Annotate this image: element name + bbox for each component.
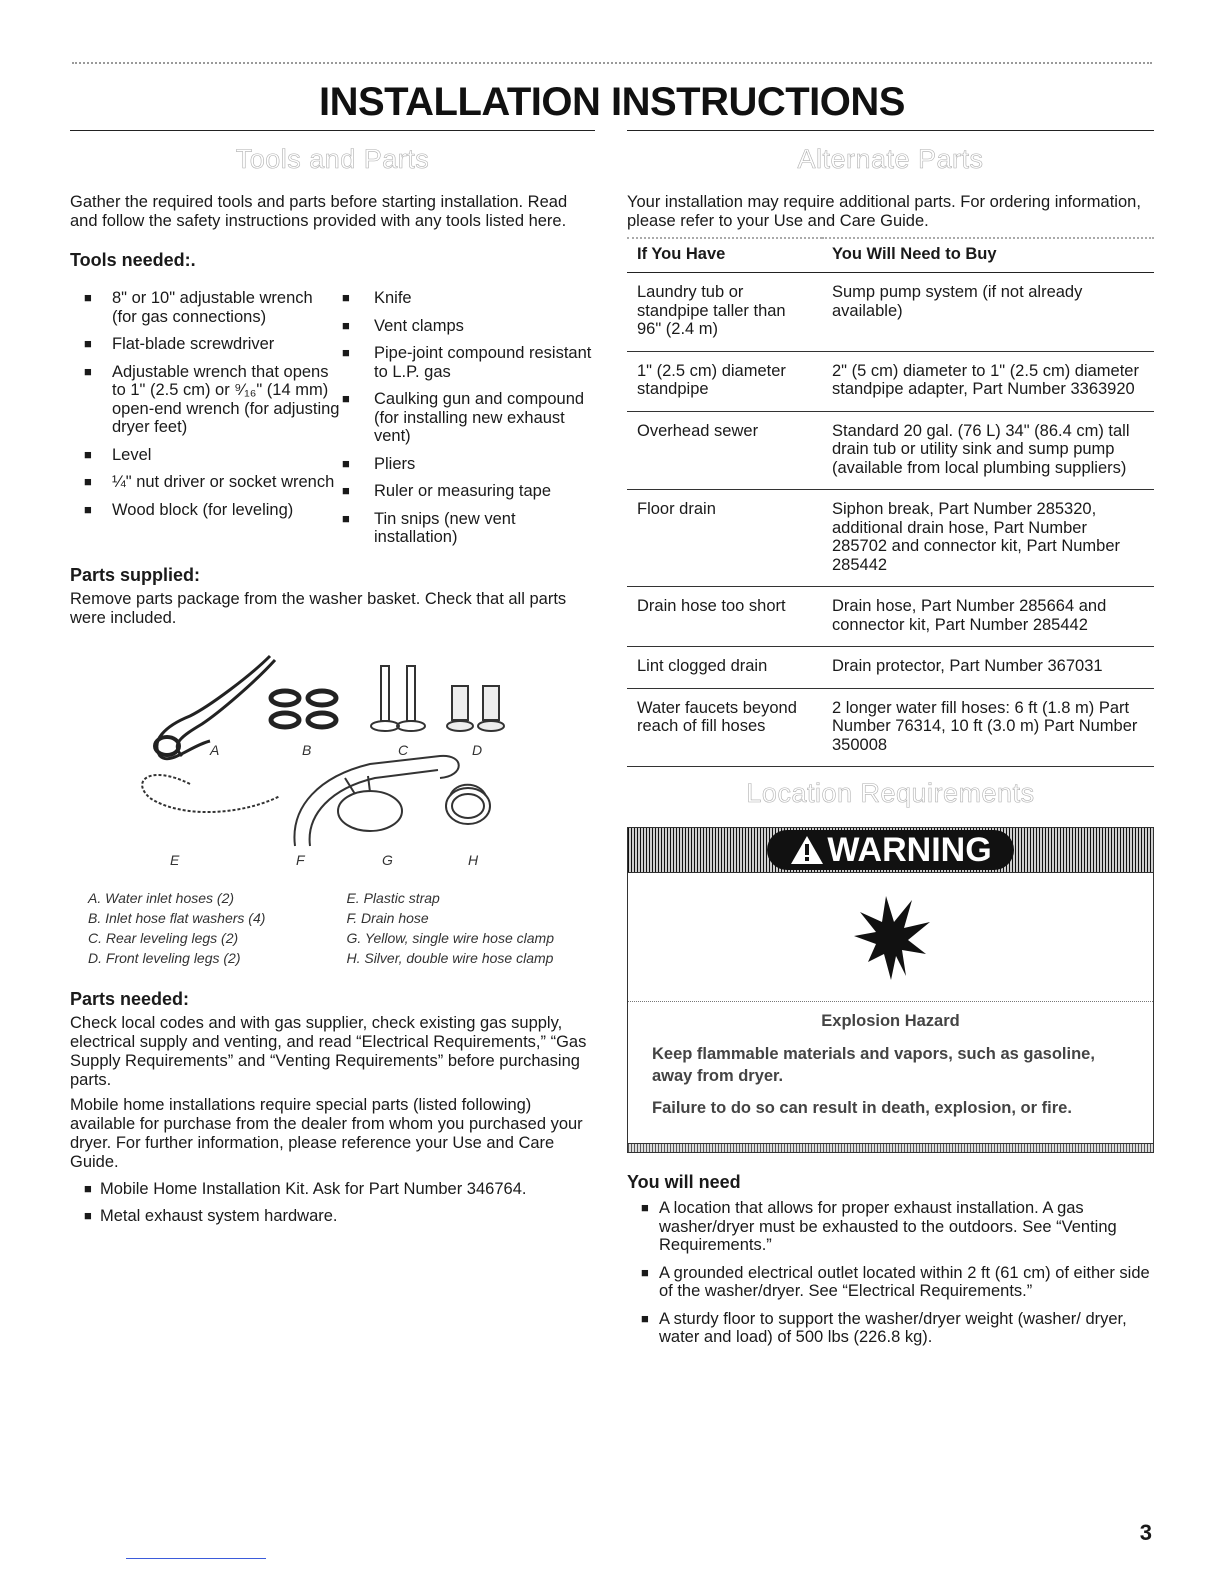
parts-needed-paragraph-2: Mobile home installations require special parts (listed following) available for purchase from the dealer from whom you purchased your dryer. For further information, please reference your Use and Care Guide. (70, 1095, 583, 1171)
table-row (627, 688, 1154, 767)
table-cell: Lint clogged drain (627, 647, 822, 689)
alternate-parts-table (627, 237, 1154, 767)
list-item: ■ Mobile Home Installation Kit. Ask for Part Number 346764. (70, 1180, 595, 1199)
table-cell: 2 longer water fill hoses: 6 ft (1.8 m) Part Number 76314, 10 ft (3.0 m) Part Number 350008 (822, 688, 1154, 767)
warning-triangle-icon (789, 834, 825, 866)
you-will-need-heading: You will need (627, 1172, 741, 1192)
parts-needed-paragraph-1: Check local codes and with gas supplier, check existing gas supply, electrical supply and venting, and read “Electrical Requirements,” “Gas Supply Requirements” and “Venting Requirements” before purchasing parts. (70, 1013, 587, 1089)
top-dotted-rule (72, 62, 1152, 64)
hazard-title: Explosion Hazard (821, 1012, 960, 1030)
list-item: ■ Metal exhaust system hardware. (70, 1207, 595, 1226)
parts-drawing (70, 646, 595, 884)
tools-list (70, 289, 595, 556)
list-item: ■ Level (70, 446, 340, 465)
figure-letter: E (170, 851, 180, 868)
warning-label: WARNING (827, 831, 992, 869)
parts-supplied-heading: Parts supplied: (70, 564, 201, 585)
footer-rule (126, 1558, 266, 1559)
list-item: ■ Vent clamps (340, 317, 595, 336)
warning-footer-bar (628, 1143, 1153, 1152)
table-cell: 1" (2.5 cm) diameter standpipe (627, 351, 822, 411)
parts-supplied-text: Remove parts package from the washer basket. Check that all parts were included. (70, 589, 567, 627)
figure-letter: F (296, 851, 305, 868)
flat-washers-drawing (271, 691, 336, 727)
left-column (70, 130, 595, 1235)
table-header: You Will Need to Buy (822, 238, 1154, 273)
legend-item: H. Silver, double wire hose clamp (346, 949, 554, 966)
front-leveling-legs-drawing (447, 686, 504, 731)
list-item: ■ Wood block (for leveling) (70, 501, 340, 520)
tools-and-parts-heading: Tools and Parts (235, 144, 430, 174)
figure-letter: A (210, 741, 220, 758)
rear-leveling-legs-drawing (371, 666, 425, 731)
alternate-parts-heading: Alternate Parts (797, 144, 984, 174)
table-row (627, 490, 1154, 587)
table-row (627, 647, 1154, 689)
tools-needed-heading: Tools needed:. (70, 250, 196, 270)
list-item: ■ Flat-blade screwdriver (70, 335, 340, 354)
explosion-icon (846, 892, 936, 982)
parts-needed-heading: Parts needed: (70, 988, 190, 1009)
legend-item: D. Front leveling legs (2) (88, 949, 241, 966)
list-item: ■ Tin snips (new vent installation) (340, 510, 595, 547)
figure-letter: G (382, 851, 393, 868)
figure-letter: C (398, 741, 409, 758)
list-item: ■ A location that allows for proper exhaust installation. A gas washer/dryer must be exhausted to the outdoors. See “Venting Requirements.” (627, 1199, 1154, 1255)
list-item: ■ Adjustable wrench that opens to 1" (2.5 cm) or ⁹⁄₁₆" (14 mm) open-end wrench (for adjusting dryer feet) (70, 363, 340, 437)
page-number: 3 (1139, 1520, 1152, 1545)
legend-item: F. Drain hose (346, 909, 429, 926)
table-cell: Sump pump system (if not already available) (822, 273, 1154, 352)
warning-box (627, 827, 1154, 1153)
table-cell: Drain hose too short (627, 587, 822, 647)
table-cell: Water faucets beyond reach of fill hoses (627, 688, 822, 767)
list-item: ■ Pliers (340, 455, 595, 474)
tools-list-col1 (70, 289, 340, 556)
table-row (627, 411, 1154, 490)
legend-item: A. Water inlet hoses (2) (88, 889, 235, 906)
right-column (627, 130, 1154, 1356)
table-row (627, 351, 1154, 411)
list-item: ■ Caulking gun and compound (for installing new exhaust vent) (340, 390, 595, 446)
plastic-strap-drawing (142, 774, 280, 811)
legend-item: E. Plastic strap (346, 889, 440, 906)
list-item: ■ Pipe-joint compound resistant to L.P. gas (340, 344, 595, 381)
list-item: ■ ¼" nut driver or socket wrench (70, 473, 340, 492)
table-header-row (627, 238, 1154, 273)
table-header: If You Have (627, 238, 822, 273)
list-item: ■ Knife (340, 289, 595, 308)
legend-item: G. Yellow, single wire hose clamp (346, 929, 554, 946)
list-item: ■ A grounded electrical outlet located within 2 ft (61 cm) of either side of the washer/dryer. See “Electrical Requirements.” (627, 1264, 1154, 1301)
figure-legend (70, 888, 595, 968)
table-cell: 2" (5 cm) diameter to 1" (2.5 cm) diameter standpipe adapter, Part Number 3363920 (822, 351, 1154, 411)
section-rule (70, 130, 595, 131)
table-row (627, 273, 1154, 352)
alternate-parts-intro: Your installation may require additional parts. For ordering information, please refer to your Use and Care Guide. (627, 193, 1141, 230)
figure-letter: D (472, 741, 483, 758)
drain-hose-drawing (294, 755, 458, 845)
list-item: ■ Ruler or measuring tape (340, 482, 595, 501)
legend-item: B. Inlet hose flat washers (4) (88, 909, 266, 926)
table-cell: Standard 20 gal. (76 L) 34" (86.4 cm) tall drain tub or utility sink and sump pump (available from local plumbing suppliers) (822, 411, 1154, 490)
figure-letter: H (468, 851, 479, 868)
double-wire-clamp-drawing (446, 784, 490, 823)
list-item: ■ 8" or 10" adjustable wrench (for gas connections) (70, 289, 340, 326)
figure-letter: B (302, 741, 312, 758)
tools-list-col2 (340, 289, 595, 556)
table-cell: Laundry tub or standpipe taller than 96" (2.4 m) (627, 273, 822, 352)
parts-needed-list (70, 1180, 595, 1226)
section-rule (627, 130, 1154, 131)
table-cell: Floor drain (627, 490, 822, 587)
parts-illustration (70, 646, 595, 884)
location-requirements-heading: Location Requirements (746, 778, 1035, 808)
you-will-need-list (627, 1199, 1154, 1347)
warning-line: Failure to do so can result in death, explosion, or fire. (652, 1099, 1072, 1117)
table-cell: Drain hose, Part Number 285664 and connector kit, Part Number 285442 (822, 587, 1154, 647)
table-cell: Siphon break, Part Number 285320, additional drain hose, Part Number 285702 and connector kit, Part Number 285442 (822, 490, 1154, 587)
tools-intro-text: Gather the required tools and parts before starting installation. Read and follow the safety instructions provided with any tools listed here. (70, 193, 568, 230)
warning-line: Keep flammable materials and vapors, such as gasoline, away from dryer. (652, 1045, 1095, 1085)
table-cell: Drain protector, Part Number 367031 (822, 647, 1154, 689)
single-wire-clamp-drawing (338, 776, 402, 831)
warning-banner (628, 828, 1153, 873)
list-item: ■ A sturdy floor to support the washer/dryer weight (washer/ dryer, water and load) of 500 lbs (226.8 kg). (627, 1310, 1154, 1347)
page-title: INSTALLATION INSTRUCTIONS (319, 80, 905, 124)
table-row (627, 587, 1154, 647)
legend-item: C. Rear leveling legs (2) (88, 929, 239, 946)
table-cell: Overhead sewer (627, 411, 822, 490)
